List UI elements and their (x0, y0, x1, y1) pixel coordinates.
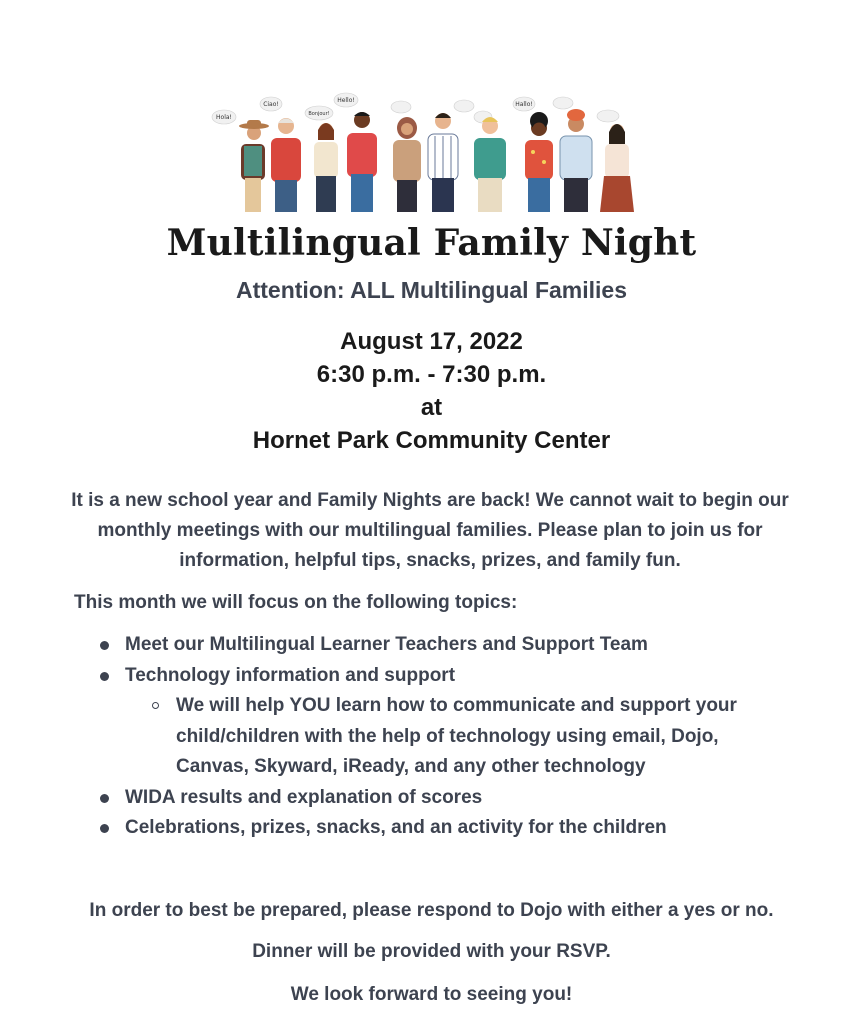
bullet-icon (100, 824, 109, 833)
bubble-text: Ciao! (263, 101, 279, 108)
list-item (100, 630, 780, 661)
farewell-note: We look forward to seeing you! (290, 984, 573, 1005)
people-group (239, 109, 634, 212)
rsvp-note: In order to best be prepared, please respond to Dojo with either a yes or no. (89, 900, 774, 921)
bubble-text: Bonjour! (308, 111, 330, 117)
topic-text: Technology information and support (125, 664, 456, 686)
event-at: at (420, 394, 443, 421)
bubble-text: Hello! (337, 97, 355, 104)
subtopic-text: We will help YOU learn how to communicate and support your child/children with the help of technology using email, Dojo, Canvas, Skyward, iReady, and any other technology (176, 695, 737, 777)
topics-heading: This month we will focus on the following topics: (74, 592, 518, 613)
event-location: Hornet Park Community Center (252, 427, 611, 454)
dinner-note: Dinner will be provided with your RSVP. (252, 941, 611, 962)
hollow-bullet-icon (152, 702, 159, 709)
speech-bubbles (212, 93, 619, 124)
topics-list (100, 630, 780, 844)
topic-text: WIDA results and explanation of scores (125, 786, 483, 808)
event-date: August 17, 2022 (340, 328, 523, 355)
intro-paragraph: It is a new school year and Family Nights are back! We cannot wait to begin our monthly meetings with our multilingual families. Please plan to join us for information, helpful tips, snacks, prizes, and family fun. (71, 490, 789, 571)
bubble-text: Hola! (216, 114, 232, 121)
topic-text: Meet our Multilingual Learner Teachers and Support Team (125, 634, 648, 655)
technology-sublist (125, 691, 780, 783)
bullet-icon (100, 672, 109, 681)
diverse-people-banner-icon (208, 88, 648, 214)
bubble-text: Hallo! (515, 101, 533, 108)
event-time: 6:30 p.m. - 7:30 p.m. (316, 361, 547, 388)
bullet-icon (100, 641, 109, 650)
bullet-icon (100, 794, 109, 803)
list-item (125, 691, 756, 783)
list-item (100, 783, 780, 814)
attention-subtitle: Attention: ALL Multilingual Families (236, 277, 627, 303)
list-item (100, 813, 780, 844)
topic-text: Celebrations, prizes, snacks, and an activity for the children (125, 817, 667, 838)
page-title: Multilingual Family Night (166, 222, 697, 264)
list-item (100, 661, 780, 783)
event-details (0, 325, 863, 457)
